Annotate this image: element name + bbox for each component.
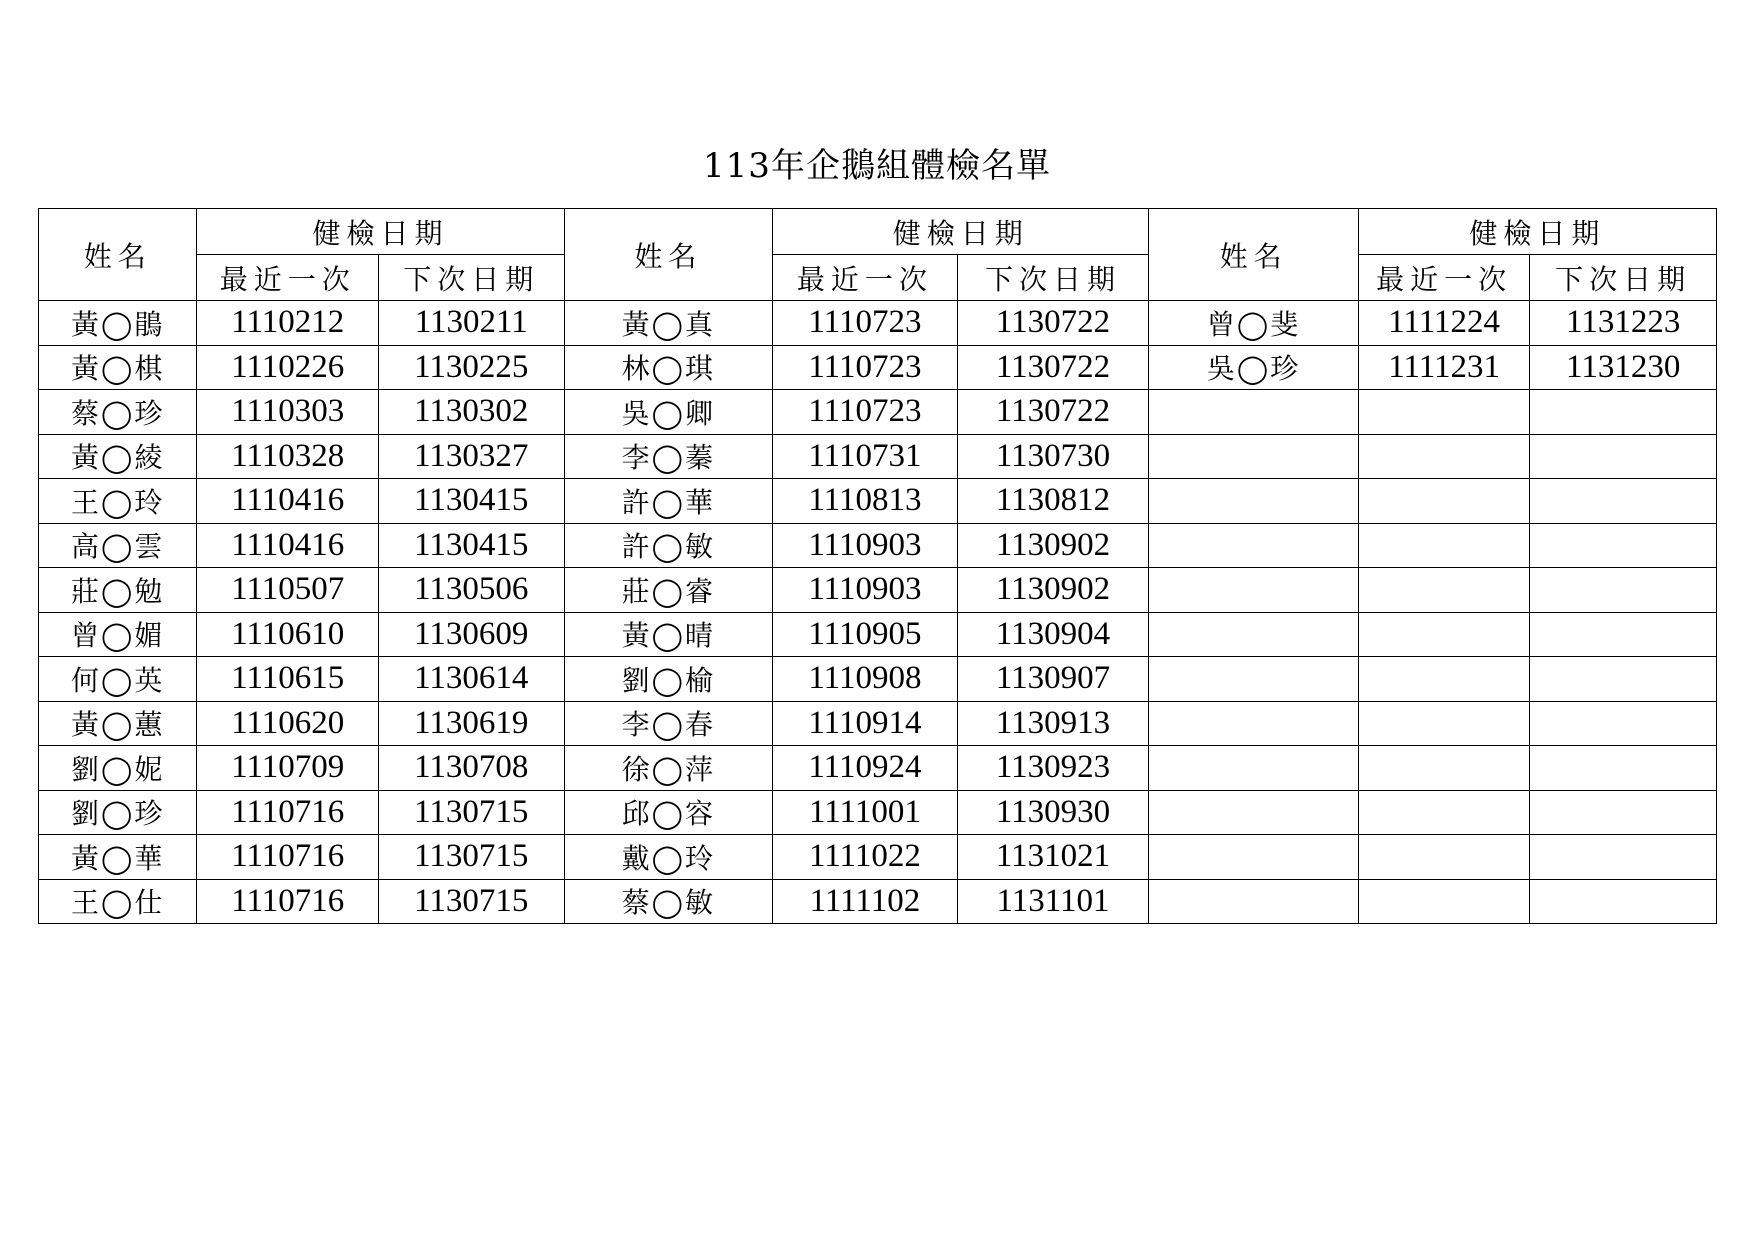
header-last-group-3: 最近一次 — [1358, 255, 1530, 301]
member-name: 邱◯容 — [564, 790, 773, 835]
member-name: 許◯敏 — [564, 523, 773, 568]
last-checkup-date — [1358, 657, 1530, 702]
next-checkup-date: 1130722 — [957, 301, 1149, 346]
last-checkup-date: 1110226 — [197, 345, 379, 390]
member-name: 黃◯綾 — [39, 434, 197, 479]
table-row — [39, 746, 1717, 791]
table-row — [39, 568, 1717, 613]
last-checkup-date: 1110620 — [197, 701, 379, 746]
last-checkup-date — [1358, 523, 1530, 568]
member-name: 黃◯晴 — [564, 612, 773, 657]
header-name-group-2: 姓名 — [564, 209, 773, 301]
member-name: 曾◯媚 — [39, 612, 197, 657]
member-name: 王◯玲 — [39, 479, 197, 524]
next-checkup-date — [1530, 479, 1717, 524]
next-checkup-date: 1130327 — [378, 434, 564, 479]
member-name — [1149, 612, 1359, 657]
last-checkup-date: 1110416 — [197, 479, 379, 524]
last-checkup-date — [1358, 701, 1530, 746]
next-checkup-date: 1130923 — [957, 746, 1149, 791]
member-name — [1149, 657, 1359, 702]
last-checkup-date — [1358, 434, 1530, 479]
next-checkup-date: 1131230 — [1530, 345, 1717, 390]
member-name: 蔡◯敏 — [564, 879, 773, 924]
next-checkup-date: 1130902 — [957, 523, 1149, 568]
next-checkup-date: 1130415 — [378, 479, 564, 524]
member-name: 莊◯睿 — [564, 568, 773, 613]
member-name: 吳◯珍 — [1149, 345, 1359, 390]
member-name: 何◯英 — [39, 657, 197, 702]
member-name — [1149, 835, 1359, 880]
member-name: 林◯琪 — [564, 345, 773, 390]
member-name — [1149, 746, 1359, 791]
next-checkup-date: 1130722 — [957, 345, 1149, 390]
header-row-sub — [39, 255, 1717, 301]
next-checkup-date: 1130904 — [957, 612, 1149, 657]
next-checkup-date: 1130715 — [378, 835, 564, 880]
member-name: 黃◯華 — [39, 835, 197, 880]
next-checkup-date: 1130913 — [957, 701, 1149, 746]
next-checkup-date: 1130619 — [378, 701, 564, 746]
last-checkup-date: 1110723 — [773, 345, 958, 390]
header-checkup-date-group-1: 健檢日期 — [197, 209, 564, 255]
member-name — [1149, 434, 1359, 479]
next-checkup-date: 1131021 — [957, 835, 1149, 880]
member-name: 王◯仕 — [39, 879, 197, 924]
member-name: 戴◯玲 — [564, 835, 773, 880]
last-checkup-date: 1110731 — [773, 434, 958, 479]
member-name: 李◯蓁 — [564, 434, 773, 479]
page-title: 113年企鵝組體檢名單 — [703, 146, 1051, 186]
table-row — [39, 701, 1717, 746]
member-name: 徐◯萍 — [564, 746, 773, 791]
last-checkup-date: 1110908 — [773, 657, 958, 702]
last-checkup-date: 1110212 — [197, 301, 379, 346]
last-checkup-date: 1110903 — [773, 523, 958, 568]
last-checkup-date: 1111022 — [773, 835, 958, 880]
last-checkup-date: 1110709 — [197, 746, 379, 791]
member-name — [1149, 790, 1359, 835]
last-checkup-date: 1110723 — [773, 390, 958, 435]
last-checkup-date: 1110924 — [773, 746, 958, 791]
header-last-group-2: 最近一次 — [773, 255, 958, 301]
last-checkup-date: 1110328 — [197, 434, 379, 479]
next-checkup-date — [1530, 390, 1717, 435]
next-checkup-date — [1530, 612, 1717, 657]
last-checkup-date: 1110905 — [773, 612, 958, 657]
next-checkup-date: 1130302 — [378, 390, 564, 435]
next-checkup-date — [1530, 523, 1717, 568]
table-row — [39, 345, 1717, 390]
last-checkup-date: 1110716 — [197, 835, 379, 880]
last-checkup-date — [1358, 612, 1530, 657]
next-checkup-date — [1530, 835, 1717, 880]
next-checkup-date: 1131223 — [1530, 301, 1717, 346]
table-row — [39, 790, 1717, 835]
next-checkup-date: 1130225 — [378, 345, 564, 390]
member-name: 高◯雲 — [39, 523, 197, 568]
header-next-group-1: 下次日期 — [378, 255, 564, 301]
next-checkup-date: 1130614 — [378, 657, 564, 702]
last-checkup-date — [1358, 479, 1530, 524]
member-name — [1149, 568, 1359, 613]
next-checkup-date — [1530, 434, 1717, 479]
header-checkup-date-group-3: 健檢日期 — [1358, 209, 1716, 255]
header-last-group-1: 最近一次 — [197, 255, 379, 301]
last-checkup-date — [1358, 879, 1530, 924]
table-row — [39, 390, 1717, 435]
member-name: 黃◯棋 — [39, 345, 197, 390]
member-name: 曾◯斐 — [1149, 301, 1359, 346]
next-checkup-date — [1530, 746, 1717, 791]
next-checkup-date: 1130211 — [378, 301, 564, 346]
table-row — [39, 879, 1717, 924]
next-checkup-date: 1130902 — [957, 568, 1149, 613]
member-name: 李◯春 — [564, 701, 773, 746]
member-name: 劉◯榆 — [564, 657, 773, 702]
last-checkup-date — [1358, 746, 1530, 791]
next-checkup-date: 1130609 — [378, 612, 564, 657]
member-name — [1149, 701, 1359, 746]
last-checkup-date: 1111231 — [1358, 345, 1530, 390]
member-name: 許◯華 — [564, 479, 773, 524]
table-row — [39, 434, 1717, 479]
member-name — [1149, 879, 1359, 924]
last-checkup-date: 1110507 — [197, 568, 379, 613]
last-checkup-date: 1110303 — [197, 390, 379, 435]
member-name — [1149, 390, 1359, 435]
member-name: 黃◯真 — [564, 301, 773, 346]
last-checkup-date — [1358, 390, 1530, 435]
table-row — [39, 523, 1717, 568]
last-checkup-date: 1111224 — [1358, 301, 1530, 346]
member-name: 莊◯勉 — [39, 568, 197, 613]
table-row — [39, 612, 1717, 657]
next-checkup-date — [1530, 879, 1717, 924]
checkup-roster-table — [38, 208, 1717, 924]
header-row-top — [39, 209, 1717, 255]
member-name: 黃◯鵑 — [39, 301, 197, 346]
next-checkup-date — [1530, 657, 1717, 702]
next-checkup-date — [1530, 568, 1717, 613]
next-checkup-date: 1130415 — [378, 523, 564, 568]
next-checkup-date: 1130715 — [378, 879, 564, 924]
next-checkup-date: 1130722 — [957, 390, 1149, 435]
header-next-group-3: 下次日期 — [1530, 255, 1717, 301]
last-checkup-date: 1110723 — [773, 301, 958, 346]
last-checkup-date: 1111102 — [773, 879, 958, 924]
roster-body — [39, 301, 1717, 924]
last-checkup-date: 1111001 — [773, 790, 958, 835]
last-checkup-date — [1358, 835, 1530, 880]
next-checkup-date: 1130907 — [957, 657, 1149, 702]
member-name: 劉◯妮 — [39, 746, 197, 791]
header-name-group-3: 姓名 — [1149, 209, 1359, 301]
last-checkup-date: 1110416 — [197, 523, 379, 568]
last-checkup-date: 1110716 — [197, 879, 379, 924]
last-checkup-date — [1358, 568, 1530, 613]
header-checkup-date-group-2: 健檢日期 — [773, 209, 1149, 255]
last-checkup-date: 1110716 — [197, 790, 379, 835]
header-next-group-2: 下次日期 — [957, 255, 1149, 301]
last-checkup-date — [1358, 790, 1530, 835]
next-checkup-date: 1131101 — [957, 879, 1149, 924]
member-name: 蔡◯珍 — [39, 390, 197, 435]
table-row — [39, 657, 1717, 702]
next-checkup-date — [1530, 701, 1717, 746]
member-name: 黃◯蕙 — [39, 701, 197, 746]
table-row — [39, 479, 1717, 524]
last-checkup-date: 1110903 — [773, 568, 958, 613]
member-name: 吳◯卿 — [564, 390, 773, 435]
table-row — [39, 835, 1717, 880]
next-checkup-date — [1530, 790, 1717, 835]
next-checkup-date: 1130730 — [957, 434, 1149, 479]
next-checkup-date: 1130715 — [378, 790, 564, 835]
last-checkup-date: 1110615 — [197, 657, 379, 702]
header-name-group-1: 姓名 — [39, 209, 197, 301]
next-checkup-date: 1130812 — [957, 479, 1149, 524]
next-checkup-date: 1130930 — [957, 790, 1149, 835]
member-name: 劉◯珍 — [39, 790, 197, 835]
member-name — [1149, 523, 1359, 568]
last-checkup-date: 1110813 — [773, 479, 958, 524]
next-checkup-date: 1130708 — [378, 746, 564, 791]
last-checkup-date: 1110914 — [773, 701, 958, 746]
table-row — [39, 301, 1717, 346]
last-checkup-date: 1110610 — [197, 612, 379, 657]
next-checkup-date: 1130506 — [378, 568, 564, 613]
member-name — [1149, 479, 1359, 524]
